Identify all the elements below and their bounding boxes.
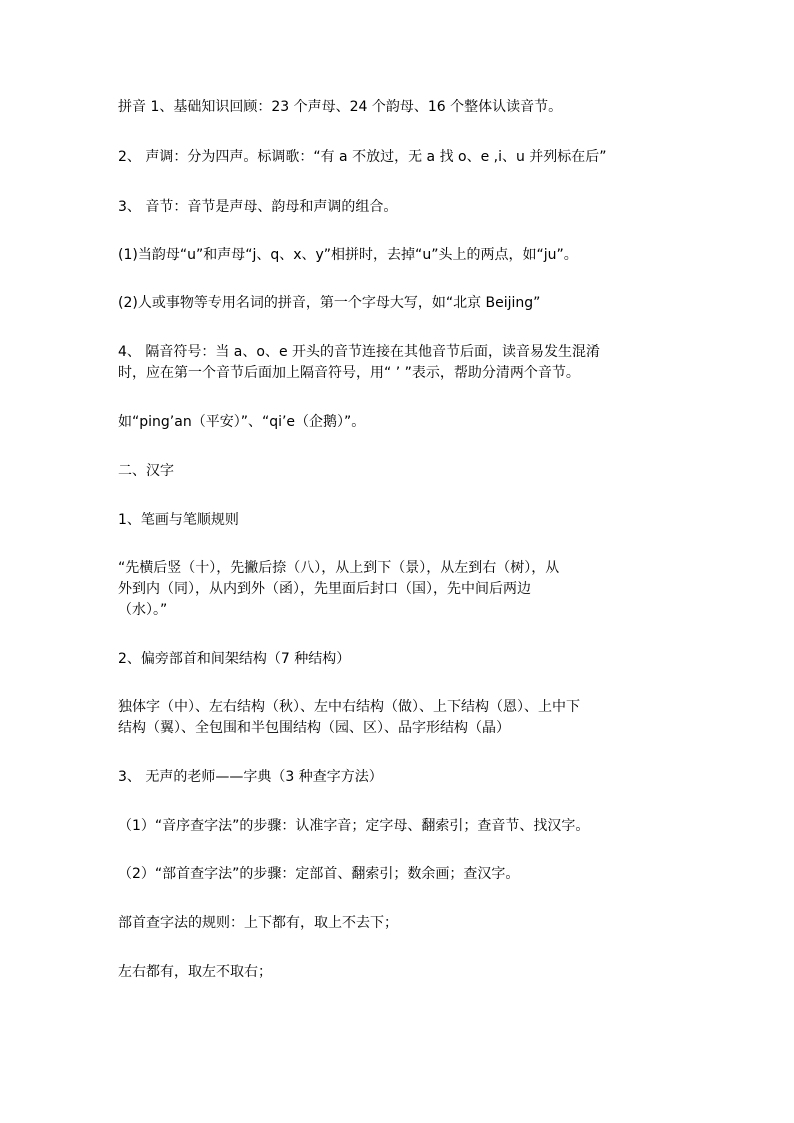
paragraph-pinyin-basics: 拼音 1、基础知识回顾：23 个声母、24 个韵母、16 个整体认读音节。: [118, 99, 563, 115]
paragraph-structure-heading: 2、偏旁部首和间架结构（7 种结构）: [118, 651, 351, 667]
paragraph-tones: 2、 声调：分为四声。标调歌：“有 a 不放过，无 a 找 o、e ,i、u 并列标在后”: [118, 149, 607, 165]
paragraph-stroke-rules-line-1: “先横后竖（十），先撇后捺（八），从上到下（景），从左到右（树），从: [118, 560, 560, 576]
paragraph-radical-lookup: （2）“部首查字法”的步骤：定部首、翻索引；数余画；查汉字。: [118, 866, 520, 882]
paragraph-separator-line-2: 时，应在第一个音节后面加上隔音符号，用“ ’ ”表示，帮助分清两个音节。: [118, 365, 580, 381]
paragraph-dictionary-heading: 3、 无声的老师——字典（3 种查字方法）: [118, 769, 383, 785]
paragraph-stroke-rules-line-3: （水）。”: [118, 602, 168, 618]
paragraph-structure-line-1: 独体字（中）、左右结构（秋）、左中右结构（做）、上下结构（恩）、上中下: [118, 699, 580, 715]
section-heading-hanzi: 二、汉字: [118, 463, 174, 479]
paragraph-separator-line-1: 4、 隔音符号：当 a、o、e 开头的音节连接在其他音节后面，读音易发生混淆: [118, 344, 601, 360]
paragraph-separator-example: 如“ping’an（平安）”、“qi’e（企鹅）”。: [118, 414, 366, 430]
paragraph-syllables: 3、 音节：音节是声母、韵母和声调的组合。: [118, 199, 398, 215]
paragraph-structure-line-2: 结构（翼）、全包围和半包围结构（园、区）、品字形结构（晶）: [118, 720, 510, 736]
paragraph-stroke-rules-heading: 1、笔画与笔顺规则: [118, 512, 239, 528]
paragraph-rule-capital: (2)人或事物等专用名词的拼音，第一个字母大写，如“北京 Beijing”: [118, 295, 541, 311]
paragraph-phonetic-lookup: （1）“音序查字法”的步骤：认准字音；定字母、翻索引；查音节、找汉字。: [118, 818, 590, 834]
paragraph-stroke-rules-line-2: 外到内（同），从内到外（函），先里面后封口（国），先中间后两边: [118, 581, 531, 597]
paragraph-radical-rule-1: 部首查字法的规则：上下都有，取上不去下；: [118, 915, 398, 931]
paragraph-rule-u-dots: (1)当韵母“u”和声母“j、q、x、y”相拼时，去掉“u”头上的两点，如“ju”。: [118, 247, 578, 263]
paragraph-radical-rule-2: 左右都有，取左不取右；: [118, 964, 272, 980]
